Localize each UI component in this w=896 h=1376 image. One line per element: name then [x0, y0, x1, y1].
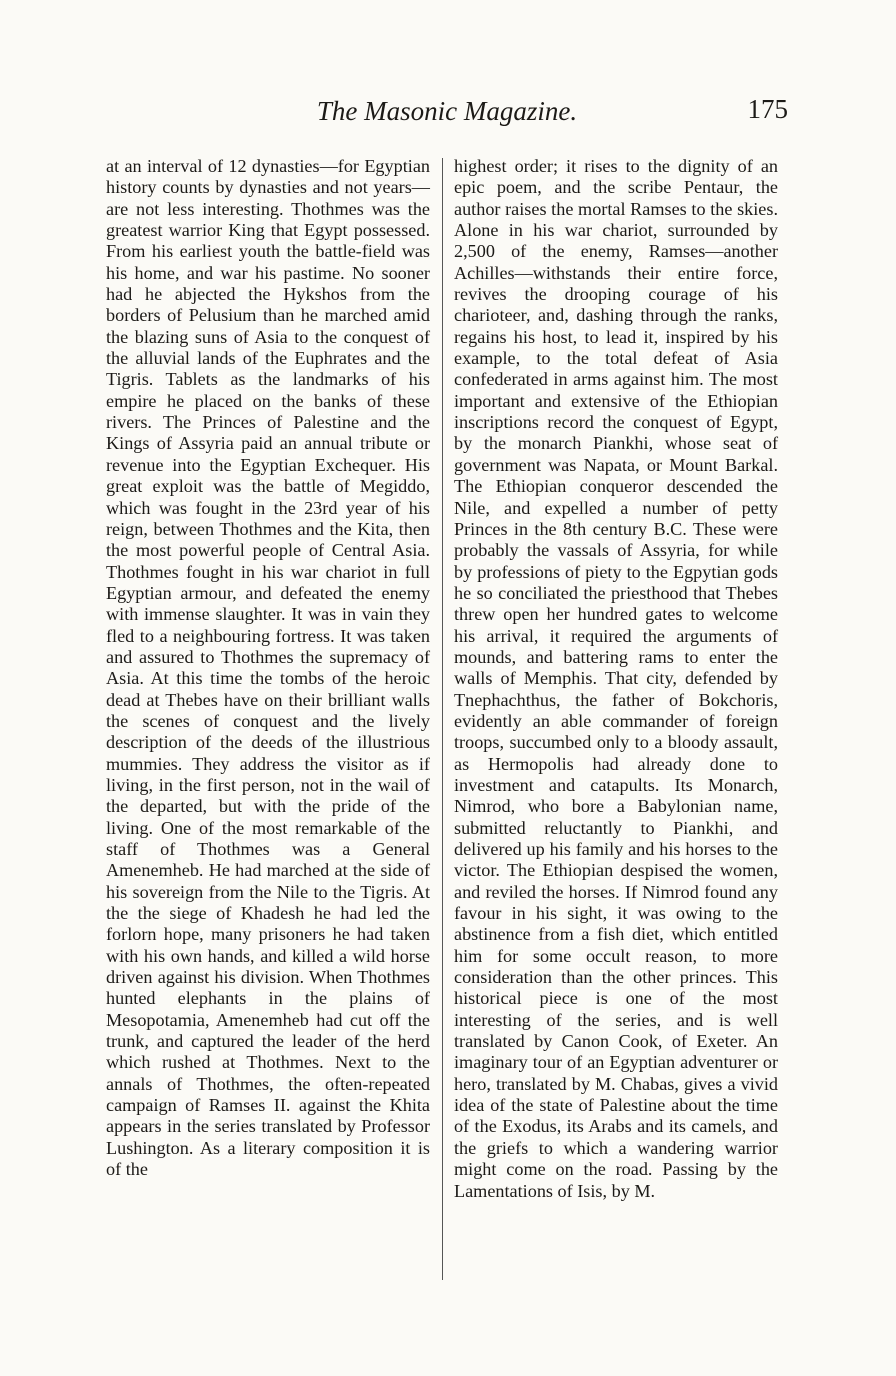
page-number: 175: [747, 94, 788, 124]
left-column: [106, 156, 430, 1181]
right-column-text: highest order; it rises to the dignity of an epic poem, and the scribe Pentaur, the author raises the mortal Ramses to the skies. Alone in his war chariot, surrounded by 2,500 of the enemy, Ramses—another Achilles—withstands their entire force, revives the drooping courage of his charioteer, and, dashing through the ranks, regains his host, to lead it, inspired by his example, to the total defeat of Asia confederated in arms against him. The most important and extensive of the Ethiopian inscriptions record the conquest of Egypt, by the monarch Piankhi, whose seat of government was Napata, or Mount Barkal. The Ethiopian conqueror descended the Nile, and expelled a number of petty Princes in the 8th century B.C. These were probably the vassals of Assyria, for while by professions of piety to the Egpytian gods he so conciliated the priesthood that Thebes threw open her hundred gates to welcome his arrival, it required the arguments of mounds, and battering rams to enter the walls of Memphis. That city, defended by Tnephachthus, the father of Bokchoris, evidently an able commander of foreign troops, succumbed only to a bloody assault, as Hermopolis had already done to investment and catapults. Its Monarch, Nimrod, who bore a Babylonian name, submitted reluctantly to Piankhi, and delivered up his family and his horses to the victor. The Ethiopian despised the women, and reviled the horses. If Nimrod found any favour in his sight, it was owing to the abstinence from a fish diet, which entitled him for some occult reason, to more consideration than the other princes. This historical piece is one of the most interesting of the series, and is well translated by Canon Cook, of Exeter. An imaginary tour of an Egyptian adventurer or hero, translated by M. Chabas, gives a vivid idea of the state of Palestine about the time of the Exodus, its Arabs and its camels, and the griefs to which a wandering warrior might come on the road. Passing by the Lamentations of Isis, by M.: [454, 156, 778, 1201]
running-head: [106, 92, 788, 132]
magazine-title: The Masonic Magazine.: [316, 96, 578, 126]
column-divider: [442, 158, 443, 1280]
right-column: [454, 156, 778, 1202]
left-column-text: at an interval of 12 dynasties—for Egyptian history counts by dynasties and not years—are not less interesting. Thothmes was the greatest warrior King that Egypt possessed. From his earliest youth the battle-field was his home, and war his pastime. No sooner had he abjected the Hykshos from the borders of Pelusium than he marched amid the blazing suns of Asia to the conquest of the alluvial lands of the Euphrates and the Tigris. Tablets as the landmarks of his empire he placed on the banks of these rivers. The Princes of Palestine and the Kings of Assyria paid an annual tribute or revenue into the Egyptian Exchequer. His great exploit was the battle of Megiddo, which was fought in the 23rd year of his reign, between Thothmes and the Kita, then the most powerful people of Central Asia. Thothmes fought in his war chariot in full Egyptian armour, and defeated the enemy with immense slaughter. It was in vain they fled to a neighbouring fortress. It was taken and assured to Thothmes the supremacy of Asia. At this time the tombs of the heroic dead at Thebes have on their brilliant walls the scenes of conquest and the lively description of the deeds of the illustrious mummies. They address the visitor as if living, in the first person, not in the wail of the departed, but with the pride of the living. One of the most remarkable of the staff of Thothmes was a General Amenemheb. He had marched at the side of his sovereign from the Nile to the Tigris. At the the siege of Khadesh he had led the forlorn hope, many prisoners he had taken with his own hands, and killed a wild horse driven against his division. When Thothmes hunted elephants in the plains of Mesopotamia, Amenemheb had cut off the trunk, and captured the leader of the herd which rushed at Thothmes. Next to the annals of Thothmes, the often-repeated campaign of Ramses II. against the Khita appears in the series translated by Professor Lushington. As a literary composition it is of the: [106, 156, 430, 1180]
